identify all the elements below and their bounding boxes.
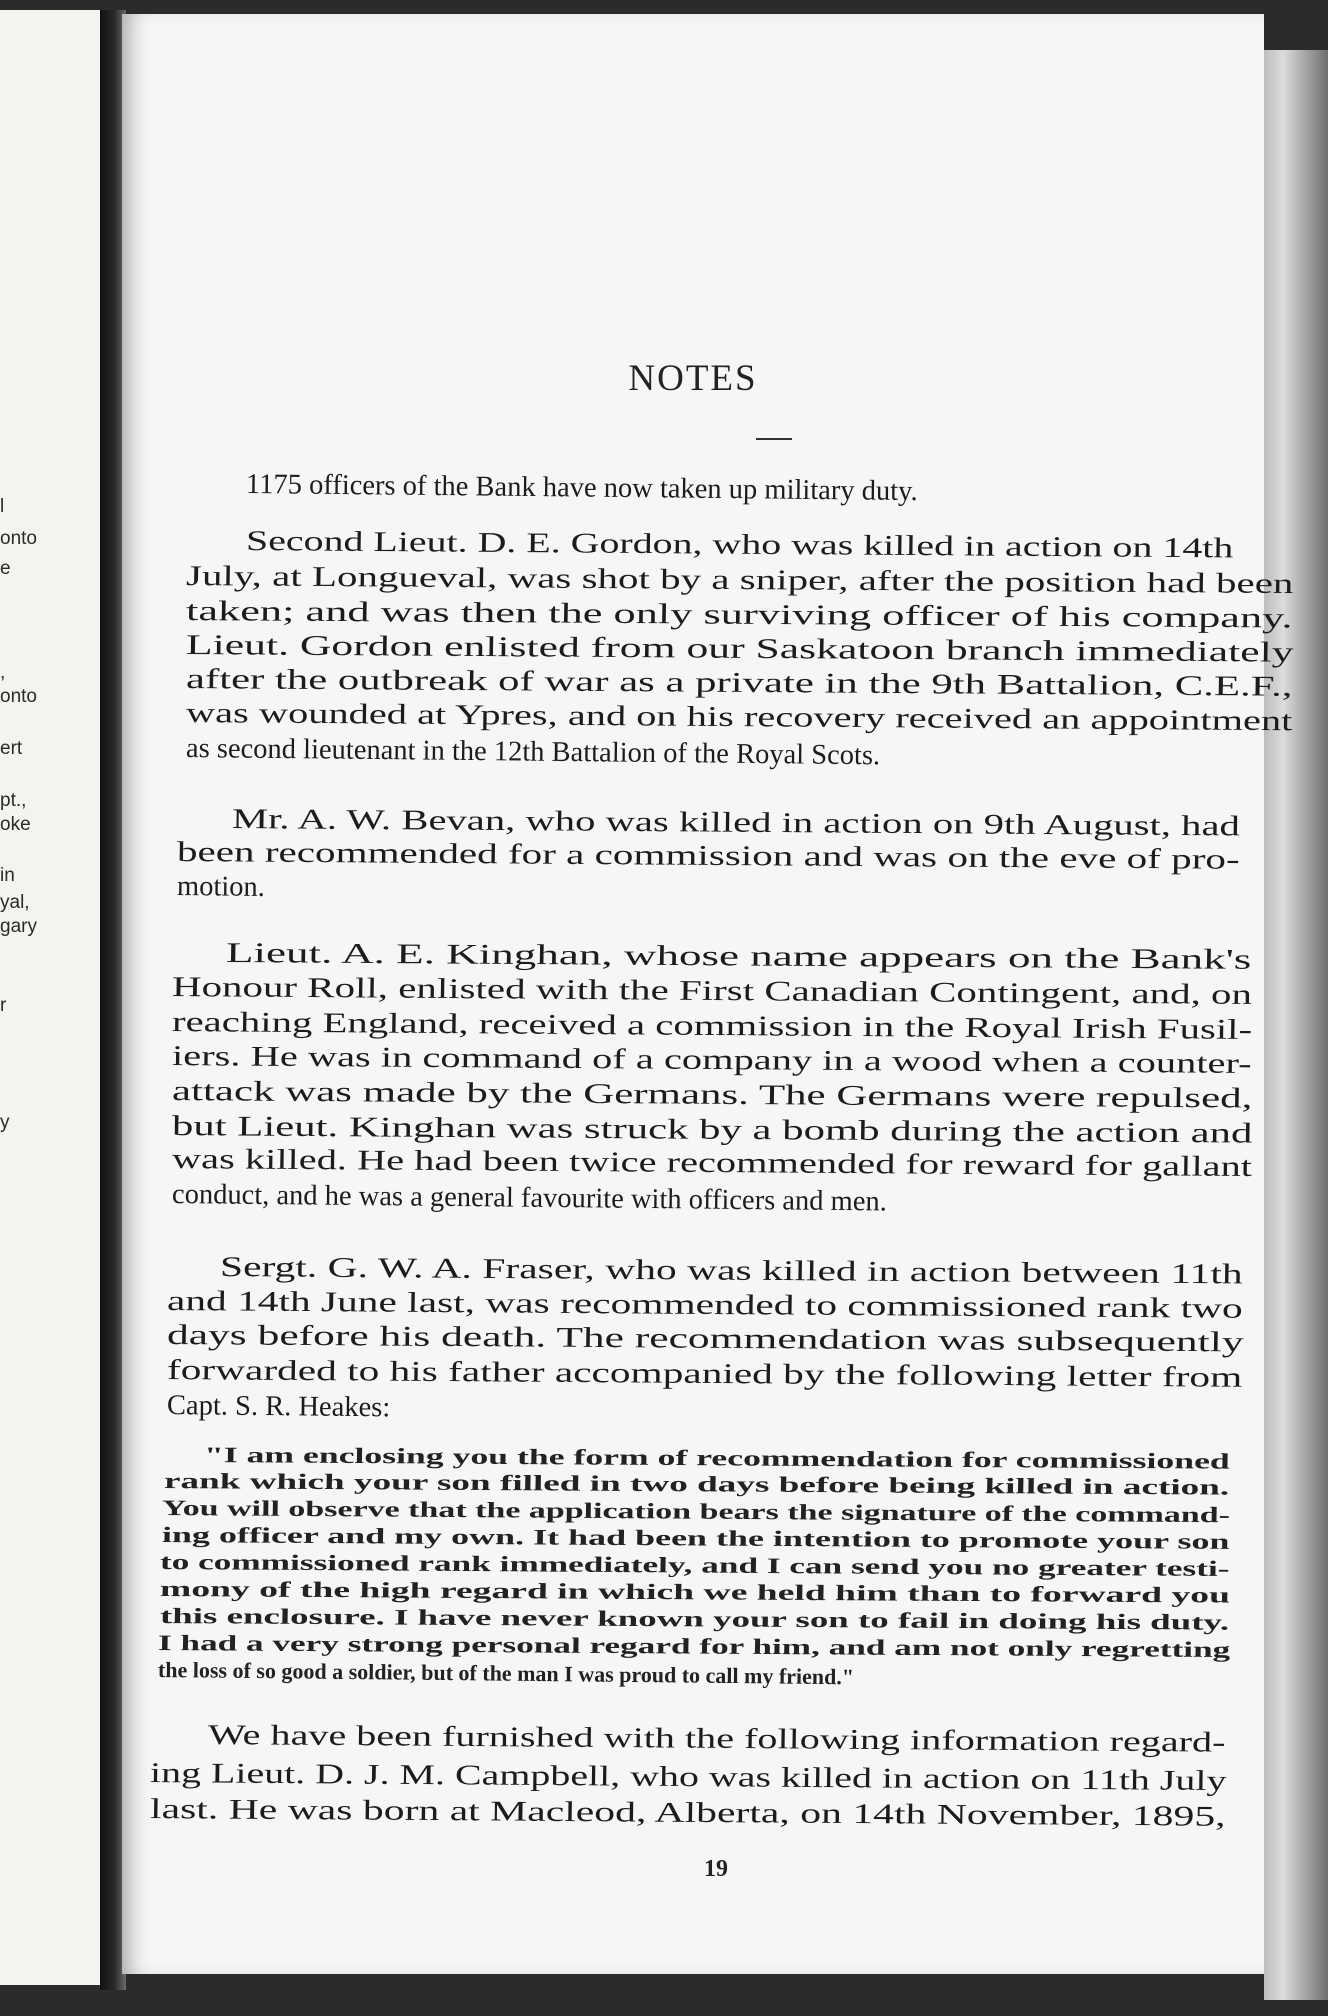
text-line: We have been furnished with the following information regard- (207, 1720, 1226, 1759)
left-page-fragment: , (0, 662, 6, 683)
text-line: and 14th June last, was recommended to commissioned rank two (166, 1286, 1243, 1325)
quote-line: You will observe that the application bears the signature of the command- (161, 1495, 1231, 1528)
quote-line: mony of the high regard in which we held him than to forward you (159, 1576, 1231, 1608)
quote-line: I had a very strong personal regard for him, and am not only regretting (157, 1630, 1231, 1663)
text-line: Honour Roll, enlisted with the First Canadian Contingent, and, on (171, 972, 1253, 1011)
text-line: last. He was born at Macleod, Alberta, on 14th November, 1895, (149, 1794, 1226, 1833)
book-page (122, 14, 1294, 1974)
text-line: iers. He was in command of a company in a wood when a counter- (171, 1041, 1252, 1080)
text-line: reaching England, received a commission in the Royal Irish Fusil- (171, 1007, 1253, 1046)
page-title: NOTES (628, 358, 758, 399)
text-line: Second Lieut. D. E. Gordon, who was killed in action on 14th (245, 526, 1234, 565)
quote-line: to commissioned rank immediately, and I can send you no greater testi- (159, 1549, 1230, 1581)
left-page-fragment: r (0, 995, 7, 1016)
text-line: Capt. S. R. Heakes: (166, 1390, 391, 1424)
text-line: forwarded to his father accompanied by the following letter from (166, 1355, 1243, 1394)
quote-line: rank which your son filled in two days before being killed in action. (163, 1468, 1230, 1500)
text-line: been recommended for a commission and was on the eve of pro- (176, 837, 1240, 876)
text-line: attack was made by the Germans. The Germans were repulsed, (171, 1076, 1253, 1115)
left-page-fragment: ert (0, 738, 23, 759)
left-page-fragment: in (0, 865, 15, 886)
quote-line: this enclosure. I have never known your son to fail in doing his duty. (159, 1603, 1230, 1635)
left-page-fragment: gary (0, 916, 37, 937)
text-line: Lieut. Gordon enlisted from our Saskatoon branch immediately (185, 630, 1294, 669)
left-page-fragment: y (0, 1112, 10, 1133)
text-line: Lieut. A. E. Kinghan, whose name appears on the Bank's (225, 938, 1252, 976)
title-rule (756, 438, 792, 440)
previous-page-edge (0, 10, 104, 1985)
left-page-fragment: pt., (0, 790, 27, 811)
left-page-fragment: oke (0, 814, 31, 835)
text-line: as second lieutenant in the 12th Battalion of the Royal Scots. (185, 733, 881, 772)
text-line: 1175 officers of the Bank have now taken up military duty. (245, 469, 918, 508)
left-page-fragment: yal, (0, 892, 30, 913)
text-line: was killed. He had been twice recommended for reward for gallant (171, 1144, 1253, 1183)
text-line: Mr. A. W. Bevan, who was killed in action on 9th August, had (231, 804, 1241, 843)
text-line: July, at Longueval, was shot by a sniper, after the position had been (185, 561, 1294, 601)
text-line: motion. (176, 871, 266, 903)
text-line: Sergt. G. W. A. Fraser, who was killed in action between 11th (219, 1252, 1243, 1291)
quote-line: ing officer and my own. It had been the intention to promote your son (161, 1522, 1230, 1554)
text-line: ing Lieut. D. J. M. Campbell, who was killed in action on 11th July (149, 1758, 1227, 1798)
left-page-fragment: onto (0, 686, 37, 707)
page-number: 19 (704, 1856, 728, 1882)
left-page-fragment: onto (0, 528, 37, 549)
quote-line: the loss of so good a soldier, but of the man I was proud to call my friend." (157, 1657, 855, 1690)
left-page-fragment: l (0, 496, 5, 517)
text-line: conduct, and he was a general favourite with officers and men. (171, 1179, 888, 1218)
quote-line: "I am enclosing you the form of recommendation for commissioned (203, 1442, 1230, 1474)
text-line: was wounded at Ypres, and on his recovery received an appointment (185, 698, 1293, 738)
text-line: taken; and was then the only surviving officer of his company. (185, 596, 1293, 635)
page-stack-edge (1264, 50, 1328, 2000)
text-line: after the outbreak of war as a private in the 9th Battalion, C.E.F., (185, 664, 1293, 703)
left-page-fragment: e (0, 558, 11, 579)
text-line: days before his death. The recommendation was subsequently (166, 1320, 1244, 1359)
text-line: but Lieut. Kinghan was struck by a bomb during the action and (171, 1111, 1253, 1150)
